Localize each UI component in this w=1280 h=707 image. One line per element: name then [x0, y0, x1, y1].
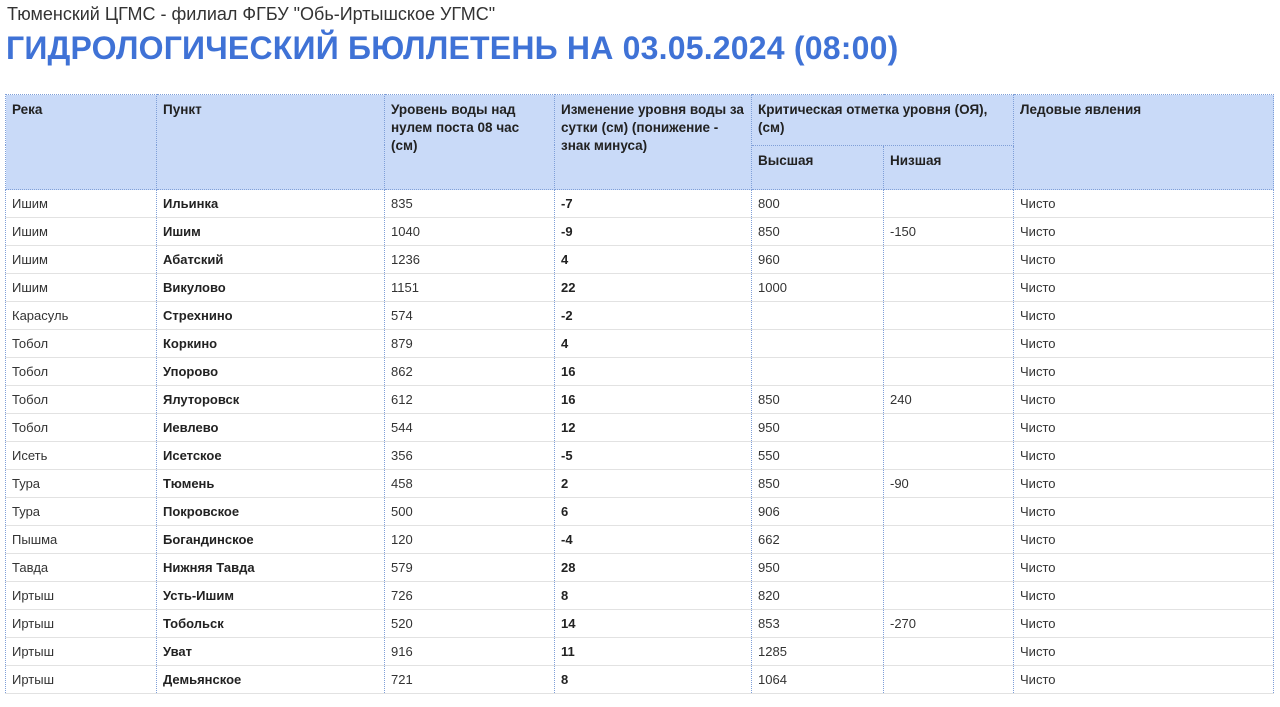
cell-critical-high: 550 [752, 442, 884, 470]
table-row [6, 470, 1274, 498]
cell-change: -7 [555, 190, 752, 218]
cell-ice: Чисто [1014, 582, 1274, 610]
cell-critical-low [884, 330, 1014, 358]
cell-critical-high [752, 358, 884, 386]
cell-ice: Чисто [1014, 442, 1274, 470]
table-row [6, 330, 1274, 358]
table-row [6, 582, 1274, 610]
cell-critical-high: 853 [752, 610, 884, 638]
cell-level: 579 [385, 554, 555, 582]
cell-ice: Чисто [1014, 386, 1274, 414]
cell-river: Иртыш [6, 582, 157, 610]
table-row [6, 666, 1274, 694]
cell-change: 2 [555, 470, 752, 498]
cell-change: 4 [555, 246, 752, 274]
cell-point: Тобольск [157, 610, 385, 638]
cell-critical-low [884, 274, 1014, 302]
cell-river: Тобол [6, 330, 157, 358]
cell-change: 4 [555, 330, 752, 358]
column-header-point: Пункт [157, 95, 385, 190]
cell-critical-high: 1000 [752, 274, 884, 302]
cell-point: Богандинское [157, 526, 385, 554]
cell-change: -9 [555, 218, 752, 246]
cell-level: 916 [385, 638, 555, 666]
cell-point: Усть-Ишим [157, 582, 385, 610]
cell-critical-low [884, 526, 1014, 554]
cell-point: Уват [157, 638, 385, 666]
cell-ice: Чисто [1014, 470, 1274, 498]
cell-point: Викулово [157, 274, 385, 302]
cell-ice: Чисто [1014, 190, 1274, 218]
cell-change: 11 [555, 638, 752, 666]
cell-critical-low [884, 554, 1014, 582]
column-header-change: Изменение уровня воды за сутки (см) (понижение - знак минуса) [555, 95, 752, 190]
cell-critical-low: 240 [884, 386, 1014, 414]
cell-point: Ильинка [157, 190, 385, 218]
cell-change: 8 [555, 582, 752, 610]
cell-river: Ишим [6, 218, 157, 246]
cell-river: Тобол [6, 414, 157, 442]
cell-point: Ишим [157, 218, 385, 246]
table-row [6, 414, 1274, 442]
table-row [6, 302, 1274, 330]
cell-level: 520 [385, 610, 555, 638]
cell-critical-low: -150 [884, 218, 1014, 246]
table-header [6, 95, 1274, 190]
cell-river: Иртыш [6, 638, 157, 666]
cell-point: Демьянское [157, 666, 385, 694]
cell-ice: Чисто [1014, 302, 1274, 330]
column-header-low: Низшая [884, 145, 1014, 189]
cell-point: Покровское [157, 498, 385, 526]
cell-river: Тавда [6, 554, 157, 582]
cell-ice: Чисто [1014, 638, 1274, 666]
cell-ice: Чисто [1014, 610, 1274, 638]
cell-river: Карасуль [6, 302, 157, 330]
table-row [6, 386, 1274, 414]
cell-critical-high: 960 [752, 246, 884, 274]
cell-point: Исетское [157, 442, 385, 470]
bulletin-source: Тюменский ЦГМС - филиал ФГБУ "Обь-Иртышское УГМС" [7, 4, 496, 24]
table-row [6, 358, 1274, 386]
cell-level: 862 [385, 358, 555, 386]
cell-river: Исеть [6, 442, 157, 470]
cell-ice: Чисто [1014, 274, 1274, 302]
cell-change: 16 [555, 358, 752, 386]
table-row [6, 274, 1274, 302]
table-row [6, 246, 1274, 274]
cell-ice: Чисто [1014, 330, 1274, 358]
cell-level: 500 [385, 498, 555, 526]
column-header-river: Река [6, 95, 157, 190]
cell-river: Иртыш [6, 666, 157, 694]
cell-critical-high: 950 [752, 554, 884, 582]
cell-river: Тура [6, 470, 157, 498]
table-row [6, 498, 1274, 526]
column-header-level: Уровень воды над нулем поста 08 час (см) [385, 95, 555, 190]
cell-level: 612 [385, 386, 555, 414]
cell-critical-high: 850 [752, 218, 884, 246]
column-header-ice: Ледовые явления [1014, 95, 1274, 190]
cell-level: 835 [385, 190, 555, 218]
cell-level: 1040 [385, 218, 555, 246]
cell-river: Ишим [6, 190, 157, 218]
cell-ice: Чисто [1014, 498, 1274, 526]
cell-level: 574 [385, 302, 555, 330]
cell-critical-low [884, 302, 1014, 330]
cell-change: 16 [555, 386, 752, 414]
cell-ice: Чисто [1014, 414, 1274, 442]
table-row [6, 218, 1274, 246]
hydrology-table [5, 94, 1274, 694]
cell-change: 22 [555, 274, 752, 302]
cell-ice: Чисто [1014, 666, 1274, 694]
cell-level: 544 [385, 414, 555, 442]
cell-critical-high [752, 330, 884, 358]
cell-river: Тура [6, 498, 157, 526]
cell-critical-low [884, 358, 1014, 386]
cell-critical-high: 820 [752, 582, 884, 610]
cell-ice: Чисто [1014, 358, 1274, 386]
cell-level: 1236 [385, 246, 555, 274]
cell-level: 458 [385, 470, 555, 498]
cell-level: 120 [385, 526, 555, 554]
table-row [6, 610, 1274, 638]
table-row [6, 526, 1274, 554]
cell-critical-high: 662 [752, 526, 884, 554]
cell-critical-high: 1064 [752, 666, 884, 694]
table-body [6, 190, 1274, 694]
cell-critical-low: -270 [884, 610, 1014, 638]
cell-point: Нижняя Тавда [157, 554, 385, 582]
bulletin-title: ГИДРОЛОГИЧЕСКИЙ БЮЛЛЕТЕНЬ НА 03.05.2024 (08:00) [6, 30, 899, 66]
cell-change: 28 [555, 554, 752, 582]
cell-change: -5 [555, 442, 752, 470]
cell-ice: Чисто [1014, 246, 1274, 274]
cell-river: Пышма [6, 526, 157, 554]
cell-point: Тюмень [157, 470, 385, 498]
cell-point: Ялуторовск [157, 386, 385, 414]
cell-point: Стрехнино [157, 302, 385, 330]
cell-change: -4 [555, 526, 752, 554]
cell-change: 14 [555, 610, 752, 638]
cell-river: Тобол [6, 358, 157, 386]
cell-river: Ишим [6, 274, 157, 302]
cell-critical-low [884, 498, 1014, 526]
cell-change: 12 [555, 414, 752, 442]
cell-level: 726 [385, 582, 555, 610]
column-header-critical: Критическая отметка уровня (ОЯ), (см) [752, 95, 1014, 146]
cell-point: Упорово [157, 358, 385, 386]
column-header-high: Высшая [752, 145, 884, 189]
cell-change: -2 [555, 302, 752, 330]
cell-river: Ишим [6, 246, 157, 274]
cell-point: Иевлево [157, 414, 385, 442]
table-row [6, 638, 1274, 666]
cell-level: 356 [385, 442, 555, 470]
cell-critical-low [884, 190, 1014, 218]
cell-change: 6 [555, 498, 752, 526]
cell-critical-low [884, 246, 1014, 274]
cell-critical-high: 950 [752, 414, 884, 442]
table-row [6, 442, 1274, 470]
cell-level: 721 [385, 666, 555, 694]
cell-ice: Чисто [1014, 526, 1274, 554]
cell-critical-high: 850 [752, 386, 884, 414]
table-row [6, 190, 1274, 218]
cell-critical-low [884, 666, 1014, 694]
cell-river: Иртыш [6, 610, 157, 638]
cell-critical-high [752, 302, 884, 330]
table-row [6, 554, 1274, 582]
cell-critical-high: 906 [752, 498, 884, 526]
cell-critical-low [884, 582, 1014, 610]
cell-level: 1151 [385, 274, 555, 302]
cell-critical-high: 1285 [752, 638, 884, 666]
cell-river: Тобол [6, 386, 157, 414]
cell-point: Абатский [157, 246, 385, 274]
cell-critical-low [884, 638, 1014, 666]
cell-change: 8 [555, 666, 752, 694]
cell-critical-low [884, 442, 1014, 470]
cell-critical-low: -90 [884, 470, 1014, 498]
cell-ice: Чисто [1014, 218, 1274, 246]
cell-critical-low [884, 414, 1014, 442]
cell-ice: Чисто [1014, 554, 1274, 582]
cell-level: 879 [385, 330, 555, 358]
cell-point: Коркино [157, 330, 385, 358]
cell-critical-high: 850 [752, 470, 884, 498]
cell-critical-high: 800 [752, 190, 884, 218]
